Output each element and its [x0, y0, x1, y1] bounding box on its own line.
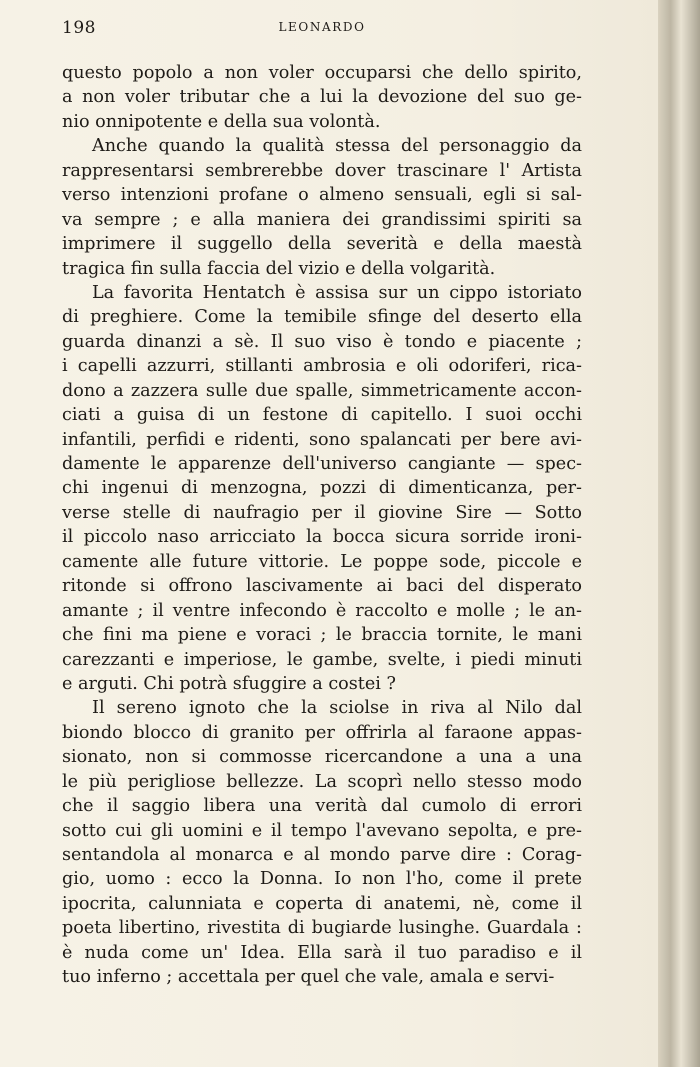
text-line: ritonde si offrono lascivamente ai baci del disperato: [62, 576, 582, 597]
text-line: tragica fin sulla faccia del vizio e della volgarità.: [62, 258, 496, 279]
text-line: verse stelle di naufragio per il giovine Sire — Sotto: [62, 502, 582, 523]
text-line: carezzanti e imperiose, le gambe, svelte, i piedi minuti: [62, 649, 582, 670]
text-line: chi ingenui di menzogna, pozzi di dimenticanza, per-: [62, 478, 582, 499]
text-line: guarda dinanzi a sè. Il suo viso è tondo e piacente ;: [62, 331, 582, 352]
running-title: LEONARDO: [278, 20, 366, 34]
text-line: Il sereno ignoto che la sciolse in riva al Nilo dal: [92, 698, 582, 719]
text-line: sentandola al monarca e al mondo parve dire : Corag-: [62, 845, 582, 865]
text-line: a non voler tributar che a lui la devozione del suo ge-: [62, 87, 582, 108]
text-line: i capelli azzurri, stillanti ambrosia e oli odoriferi, rica-: [62, 356, 582, 377]
text-line: che il saggio libera una verità dal cumolo di errori: [62, 796, 582, 817]
text-line: imprimere il suggello della severità e della maestà: [62, 234, 582, 255]
text-line: le più perigliose bellezze. La scoprì nello stesso modo: [62, 771, 582, 792]
paragraph: [62, 281, 582, 696]
text-line: e arguti. Chi potrà sfuggire a costei ?: [62, 673, 396, 694]
text-line: ciati a guisa di un festone di capitello. I suoi occhi: [62, 405, 582, 426]
paragraph: [62, 134, 582, 281]
text-line: tuo inferno ; accettala per quel che vale, amala e servi-: [62, 967, 555, 988]
text-line: dono a zazzera sulle due spalle, simmetricamente accon-: [62, 380, 582, 401]
text-line: nio onnipotente e della sua volontà.: [62, 111, 381, 132]
text-line: sotto cui gli uomini e il tempo l'avevano sepolta, e pre-: [62, 820, 582, 841]
text-line: ipocrita, calunniata e coperta di anatemi, nè, come il: [62, 893, 582, 914]
text-line: questo popolo a non voler occuparsi che dello spirito,: [62, 63, 582, 83]
text-line: camente alle future vittorie. Le poppe sode, piccole e: [62, 551, 582, 572]
paragraph: [62, 61, 582, 134]
text-line: che fini ma piene e voraci ; le braccia tornite, le mani: [62, 625, 582, 646]
text-line: infantili, perfidi e ridenti, sono spalancati per bere avi-: [62, 429, 582, 450]
text-line: gio, uomo : ecco la Donna. Io non l'ho, come il prete: [62, 869, 582, 890]
text-line: biondo blocco di granito per offrirla al faraone appas-: [62, 722, 582, 743]
text-line: damente le apparenze dell'universo cangiante — spec-: [62, 454, 582, 474]
text-line: è nuda come un' Idea. Ella sarà il tuo paradiso e il: [62, 942, 582, 963]
page-header: [62, 18, 582, 42]
text-line: verso intenzioni profane o almeno sensuali, egli si sal-: [62, 185, 582, 206]
text-line: Anche quando la qualità stessa del personaggio da: [92, 136, 582, 157]
text-line: di preghiere. Come la temibile sfinge del deserto ella: [62, 307, 582, 328]
book-gutter: [658, 0, 700, 1067]
paragraph: [62, 696, 582, 989]
text-line: rappresentarsi sembrerebbe dover trascinare l' Artista: [62, 160, 582, 181]
text-line: amante ; il ventre infecondo è raccolto e molle ; le an-: [62, 600, 582, 621]
text-line: poeta libertino, rivestita di bugiarde lusinghe. Guardala :: [62, 918, 582, 939]
text-line: va sempre ; e alla maniera dei grandissimi spiriti sa: [62, 209, 582, 230]
body-text: [62, 61, 582, 990]
page-number: 198: [62, 18, 96, 38]
text-line: il piccolo naso arricciato la bocca sicura sorride ironi-: [62, 527, 582, 548]
text-line: sionato, non si commosse ricercandone a una a una: [62, 747, 582, 768]
text-line: La favorita Hentatch è assisa sur un cippo istoriato: [92, 282, 582, 303]
